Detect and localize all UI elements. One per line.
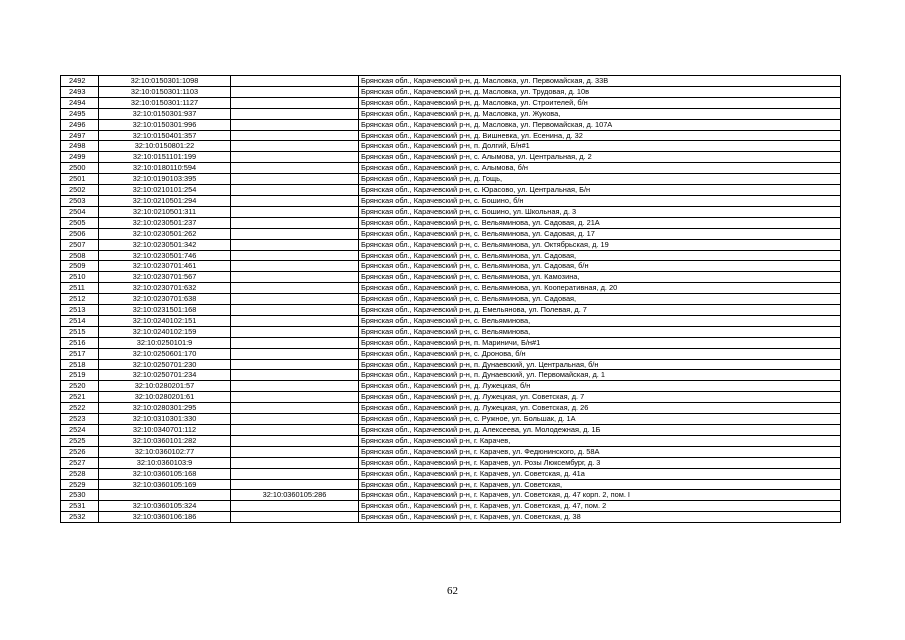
- row-number-cell: 2510: [61, 272, 99, 283]
- table-row: [61, 337, 841, 348]
- table-row: [61, 359, 841, 370]
- cadastral-number-cell: 32:10:0190103:395: [99, 174, 231, 185]
- address-cell: Брянская обл., Карачевский р-н, д. Лужецкая, ул. Советская, д. 7: [359, 392, 841, 403]
- table-row: [61, 490, 841, 501]
- address-cell: Брянская обл., Карачевский р-н, с. Дронова, б/н: [359, 348, 841, 359]
- cadastral-number-alt-cell: [231, 392, 359, 403]
- table-row: [61, 326, 841, 337]
- row-number-cell: 2532: [61, 512, 99, 523]
- cadastral-number-alt-cell: [231, 283, 359, 294]
- address-cell: Брянская обл., Карачевский р-н, д. Гощь,: [359, 174, 841, 185]
- address-cell: Брянская обл., Карачевский р-н, с. Бошино, ул. Школьная, д. 3: [359, 206, 841, 217]
- cadastral-number-alt-cell: [231, 359, 359, 370]
- cadastral-number-alt-cell: [231, 228, 359, 239]
- table-row: [61, 370, 841, 381]
- cadastral-number-alt-cell: [231, 185, 359, 196]
- row-number-cell: 2498: [61, 141, 99, 152]
- cadastral-number-cell: 32:10:0360105:169: [99, 479, 231, 490]
- address-cell: Брянская обл., Карачевский р-н, д. Алексеева, ул. Молодежная, д. 1Б: [359, 425, 841, 436]
- table-row: [61, 435, 841, 446]
- row-number-cell: 2505: [61, 217, 99, 228]
- cadastral-number-alt-cell: [231, 272, 359, 283]
- cadastral-number-alt-cell: 32:10:0360105:286: [231, 490, 359, 501]
- cadastral-number-alt-cell: [231, 501, 359, 512]
- cadastral-number-cell: 32:10:0240102:151: [99, 315, 231, 326]
- row-number-cell: 2516: [61, 337, 99, 348]
- table-row: [61, 163, 841, 174]
- cadastral-number-alt-cell: [231, 239, 359, 250]
- cadastral-number-cell: 32:10:0150401:357: [99, 130, 231, 141]
- address-cell: Брянская обл., Карачевский р-н, г. Карачев, ул. Советская, д. 47 корп. 2, пом. I: [359, 490, 841, 501]
- row-number-cell: 2524: [61, 425, 99, 436]
- table-row: [61, 206, 841, 217]
- address-cell: Брянская обл., Карачевский р-н, д. Лужецкая, б/н: [359, 381, 841, 392]
- address-cell: Брянская обл., Карачевский р-н, г. Карачев, ул. Федюнинского, д. 58А: [359, 446, 841, 457]
- address-cell: Брянская обл., Карачевский р-н, г. Карачев, ул. Советская,: [359, 479, 841, 490]
- cadastral-number-alt-cell: [231, 152, 359, 163]
- row-number-cell: 2504: [61, 206, 99, 217]
- cadastral-number-alt-cell: [231, 512, 359, 523]
- address-cell: Брянская обл., Карачевский р-н, с. Алымова, ул. Центральная, д. 2: [359, 152, 841, 163]
- row-number-cell: 2507: [61, 239, 99, 250]
- address-cell: Брянская обл., Карачевский р-н, д. Лужецкая, ул. Советская, д. 26: [359, 403, 841, 414]
- address-cell: Брянская обл., Карачевский р-н, с. Вельяминова,: [359, 315, 841, 326]
- table-row: [61, 348, 841, 359]
- row-number-cell: 2517: [61, 348, 99, 359]
- table-row: [61, 403, 841, 414]
- table-row: [61, 185, 841, 196]
- address-cell: Брянская обл., Карачевский р-н, с. Бошино, б/н: [359, 195, 841, 206]
- table-row: [61, 228, 841, 239]
- cadastral-number-cell: 32:10:0250101:9: [99, 337, 231, 348]
- address-cell: Брянская обл., Карачевский р-н, д. Масловка, ул. Строителей, б/н: [359, 97, 841, 108]
- cadastral-number-cell: [99, 490, 231, 501]
- cadastral-number-alt-cell: [231, 174, 359, 185]
- table-row: [61, 272, 841, 283]
- address-cell: Брянская обл., Карачевский р-н, г. Карачев,: [359, 435, 841, 446]
- address-cell: Брянская обл., Карачевский р-н, д. Вишневка, ул. Есенина, д. 32: [359, 130, 841, 141]
- cadastral-number-cell: 32:10:0230501:237: [99, 217, 231, 228]
- cadastral-number-cell: 32:10:0231501:168: [99, 305, 231, 316]
- row-number-cell: 2511: [61, 283, 99, 294]
- cadastral-number-cell: 32:10:0210101:254: [99, 185, 231, 196]
- table-row: [61, 294, 841, 305]
- cadastral-number-cell: 32:10:0250701:230: [99, 359, 231, 370]
- table-row: [61, 457, 841, 468]
- table-row: [61, 261, 841, 272]
- cadastral-number-cell: 32:10:0280201:57: [99, 381, 231, 392]
- address-cell: Брянская обл., Карачевский р-н, с. Юрасово, ул. Центральная, Б/н: [359, 185, 841, 196]
- row-number-cell: 2514: [61, 315, 99, 326]
- table-row: [61, 305, 841, 316]
- cadastral-number-cell: 32:10:0151101:199: [99, 152, 231, 163]
- cadastral-number-cell: 32:10:0210501:311: [99, 206, 231, 217]
- row-number-cell: 2522: [61, 403, 99, 414]
- cadastral-number-alt-cell: [231, 76, 359, 87]
- cadastral-number-alt-cell: [231, 468, 359, 479]
- table-row: [61, 446, 841, 457]
- cadastral-number-cell: 32:10:0340701:112: [99, 425, 231, 436]
- table-row: [61, 152, 841, 163]
- cadastral-number-alt-cell: [231, 217, 359, 228]
- row-number-cell: 2508: [61, 250, 99, 261]
- cadastral-number-alt-cell: [231, 315, 359, 326]
- cadastral-number-cell: 32:10:0150301:996: [99, 119, 231, 130]
- address-cell: Брянская обл., Карачевский р-н, п. Мариничи, Б/н#1: [359, 337, 841, 348]
- row-number-cell: 2529: [61, 479, 99, 490]
- address-cell: Брянская обл., Карачевский р-н, с. Вельяминова, ул. Садовая, д. 21А: [359, 217, 841, 228]
- cadastral-number-cell: 32:10:0360106:186: [99, 512, 231, 523]
- cadastral-number-cell: 32:10:0180110:594: [99, 163, 231, 174]
- cadastral-number-cell: 32:10:0230501:746: [99, 250, 231, 261]
- row-number-cell: 2530: [61, 490, 99, 501]
- address-cell: Брянская обл., Карачевский р-н, д. Масловка, ул. Жукова,: [359, 108, 841, 119]
- cadastral-number-cell: 32:10:0230701:638: [99, 294, 231, 305]
- cadastral-number-cell: 32:10:0360101:282: [99, 435, 231, 446]
- cadastral-number-alt-cell: [231, 348, 359, 359]
- row-number-cell: 2501: [61, 174, 99, 185]
- cadastral-number-alt-cell: [231, 381, 359, 392]
- table-row: [61, 239, 841, 250]
- table-row: [61, 468, 841, 479]
- cadastral-number-cell: 32:10:0150301:1098: [99, 76, 231, 87]
- cadastral-number-alt-cell: [231, 305, 359, 316]
- address-cell: Брянская обл., Карачевский р-н, с. Ружное, ул. Большак, д. 1А: [359, 414, 841, 425]
- cadastral-number-cell: 32:10:0150301:1127: [99, 97, 231, 108]
- table-row: [61, 217, 841, 228]
- cadastral-number-alt-cell: [231, 206, 359, 217]
- table-row: [61, 250, 841, 261]
- address-cell: Брянская обл., Карачевский р-н, с. Вельяминова, ул. Октябрьская, д. 19: [359, 239, 841, 250]
- page-number: 62: [447, 585, 458, 597]
- cadastral-number-cell: 32:10:0230501:342: [99, 239, 231, 250]
- row-number-cell: 2503: [61, 195, 99, 206]
- cadastral-number-cell: 32:10:0360105:168: [99, 468, 231, 479]
- row-number-cell: 2492: [61, 76, 99, 87]
- address-cell: Брянская обл., Карачевский р-н, с. Вельяминова, ул. Садовая, д. 17: [359, 228, 841, 239]
- cadastral-number-cell: 32:10:0360102:77: [99, 446, 231, 457]
- row-number-cell: 2502: [61, 185, 99, 196]
- row-number-cell: 2509: [61, 261, 99, 272]
- row-number-cell: 2493: [61, 86, 99, 97]
- table-row: [61, 174, 841, 185]
- cadastral-number-cell: 32:10:0360105:324: [99, 501, 231, 512]
- cadastral-number-alt-cell: [231, 370, 359, 381]
- cadastral-number-alt-cell: [231, 86, 359, 97]
- row-number-cell: 2506: [61, 228, 99, 239]
- table-row: [61, 501, 841, 512]
- cadastral-number-alt-cell: [231, 479, 359, 490]
- cadastral-number-cell: 32:10:0230701:632: [99, 283, 231, 294]
- table-row: [61, 315, 841, 326]
- cadastral-number-cell: 32:10:0310301:330: [99, 414, 231, 425]
- cadastral-number-cell: 32:10:0150801:22: [99, 141, 231, 152]
- address-cell: Брянская обл., Карачевский р-н, г. Карачев, ул. Советская, д. 38: [359, 512, 841, 523]
- table-row: [61, 86, 841, 97]
- row-number-cell: 2512: [61, 294, 99, 305]
- row-number-cell: 2495: [61, 108, 99, 119]
- table-row: [61, 195, 841, 206]
- cadastral-number-alt-cell: [231, 119, 359, 130]
- table-row: [61, 119, 841, 130]
- address-cell: Брянская обл., Карачевский р-н, п. Долгий, Б/н#1: [359, 141, 841, 152]
- address-cell: Брянская обл., Карачевский р-н, с. Вельяминова, ул. Садовая,: [359, 294, 841, 305]
- address-cell: Брянская обл., Карачевский р-н, д. Масловка, ул. Трудовая, д. 10в: [359, 86, 841, 97]
- cadastral-number-alt-cell: [231, 250, 359, 261]
- table-row: [61, 108, 841, 119]
- cadastral-number-cell: 32:10:0230701:567: [99, 272, 231, 283]
- row-number-cell: 2500: [61, 163, 99, 174]
- table-row: [61, 414, 841, 425]
- address-cell: Брянская обл., Карачевский р-н, с. Вельяминова, ул. Садовая,: [359, 250, 841, 261]
- cadastral-number-alt-cell: [231, 97, 359, 108]
- cadastral-number-alt-cell: [231, 163, 359, 174]
- cadastral-number-alt-cell: [231, 130, 359, 141]
- address-cell: Брянская обл., Карачевский р-н, г. Карачев, ул. Розы Люксембург, д. 3: [359, 457, 841, 468]
- table-row: [61, 141, 841, 152]
- cadastral-number-alt-cell: [231, 261, 359, 272]
- row-number-cell: 2499: [61, 152, 99, 163]
- row-number-cell: 2526: [61, 446, 99, 457]
- row-number-cell: 2519: [61, 370, 99, 381]
- cadastral-number-cell: 32:10:0250601:170: [99, 348, 231, 359]
- table-row: [61, 97, 841, 108]
- row-number-cell: 2515: [61, 326, 99, 337]
- address-cell: Брянская обл., Карачевский р-н, с. Вельяминова, ул. Камозина,: [359, 272, 841, 283]
- cadastral-number-cell: 32:10:0250701:234: [99, 370, 231, 381]
- address-cell: Брянская обл., Карачевский р-н, г. Карачев, ул. Советская, д. 47, пом. 2: [359, 501, 841, 512]
- row-number-cell: 2528: [61, 468, 99, 479]
- cadastral-number-alt-cell: [231, 425, 359, 436]
- cadastral-number-alt-cell: [231, 141, 359, 152]
- address-cell: Брянская обл., Карачевский р-н, п. Дунаевский, ул. Первомайская, д. 1: [359, 370, 841, 381]
- cadastral-number-alt-cell: [231, 294, 359, 305]
- row-number-cell: 2523: [61, 414, 99, 425]
- cadastral-number-alt-cell: [231, 326, 359, 337]
- table-row: [61, 76, 841, 87]
- cadastral-number-alt-cell: [231, 457, 359, 468]
- address-cell: Брянская обл., Карачевский р-н, п. Дунаевский, ул. Центральная, б/н: [359, 359, 841, 370]
- registry-table-body: [61, 76, 841, 523]
- registry-table: [60, 75, 841, 523]
- table-row: [61, 425, 841, 436]
- table-row: [61, 130, 841, 141]
- table-row: [61, 381, 841, 392]
- address-cell: Брянская обл., Карачевский р-н, д. Масловка, ул. Первомайская, д. 107А: [359, 119, 841, 130]
- cadastral-number-cell: 32:10:0150301:1103: [99, 86, 231, 97]
- address-cell: Брянская обл., Карачевский р-н, д. Емельянова, ул. Полевая, д. 7: [359, 305, 841, 316]
- cadastral-number-cell: 32:10:0280301:295: [99, 403, 231, 414]
- address-cell: Брянская обл., Карачевский р-н, г. Карачев, ул. Советская, д. 41а: [359, 468, 841, 479]
- cadastral-number-alt-cell: [231, 403, 359, 414]
- row-number-cell: 2496: [61, 119, 99, 130]
- cadastral-number-cell: 32:10:0230501:262: [99, 228, 231, 239]
- row-number-cell: 2520: [61, 381, 99, 392]
- cadastral-number-alt-cell: [231, 195, 359, 206]
- address-cell: Брянская обл., Карачевский р-н, с. Вельяминова,: [359, 326, 841, 337]
- address-cell: Брянская обл., Карачевский р-н, с. Вельяминова, ул. Кооперативная, д. 20: [359, 283, 841, 294]
- table-row: [61, 392, 841, 403]
- cadastral-number-cell: 32:10:0150301:937: [99, 108, 231, 119]
- cadastral-number-alt-cell: [231, 108, 359, 119]
- cadastral-number-alt-cell: [231, 435, 359, 446]
- address-cell: Брянская обл., Карачевский р-н, с. Алымова, б/н: [359, 163, 841, 174]
- row-number-cell: 2527: [61, 457, 99, 468]
- cadastral-number-cell: 32:10:0210501:294: [99, 195, 231, 206]
- row-number-cell: 2513: [61, 305, 99, 316]
- cadastral-number-alt-cell: [231, 337, 359, 348]
- table-row: [61, 479, 841, 490]
- address-cell: Брянская обл., Карачевский р-н, д. Масловка, ул. Первомайская, д. 33В: [359, 76, 841, 87]
- cadastral-number-cell: 32:10:0240102:159: [99, 326, 231, 337]
- row-number-cell: 2494: [61, 97, 99, 108]
- row-number-cell: 2497: [61, 130, 99, 141]
- cadastral-number-alt-cell: [231, 414, 359, 425]
- row-number-cell: 2518: [61, 359, 99, 370]
- cadastral-number-cell: 32:10:0280201:61: [99, 392, 231, 403]
- table-row: [61, 512, 841, 523]
- cadastral-number-cell: 32:10:0230701:461: [99, 261, 231, 272]
- address-cell: Брянская обл., Карачевский р-н, с. Вельяминова, ул. Садовая, б/н: [359, 261, 841, 272]
- row-number-cell: 2525: [61, 435, 99, 446]
- row-number-cell: 2521: [61, 392, 99, 403]
- cadastral-number-cell: 32:10:0360103:9: [99, 457, 231, 468]
- table-row: [61, 283, 841, 294]
- cadastral-number-alt-cell: [231, 446, 359, 457]
- row-number-cell: 2531: [61, 501, 99, 512]
